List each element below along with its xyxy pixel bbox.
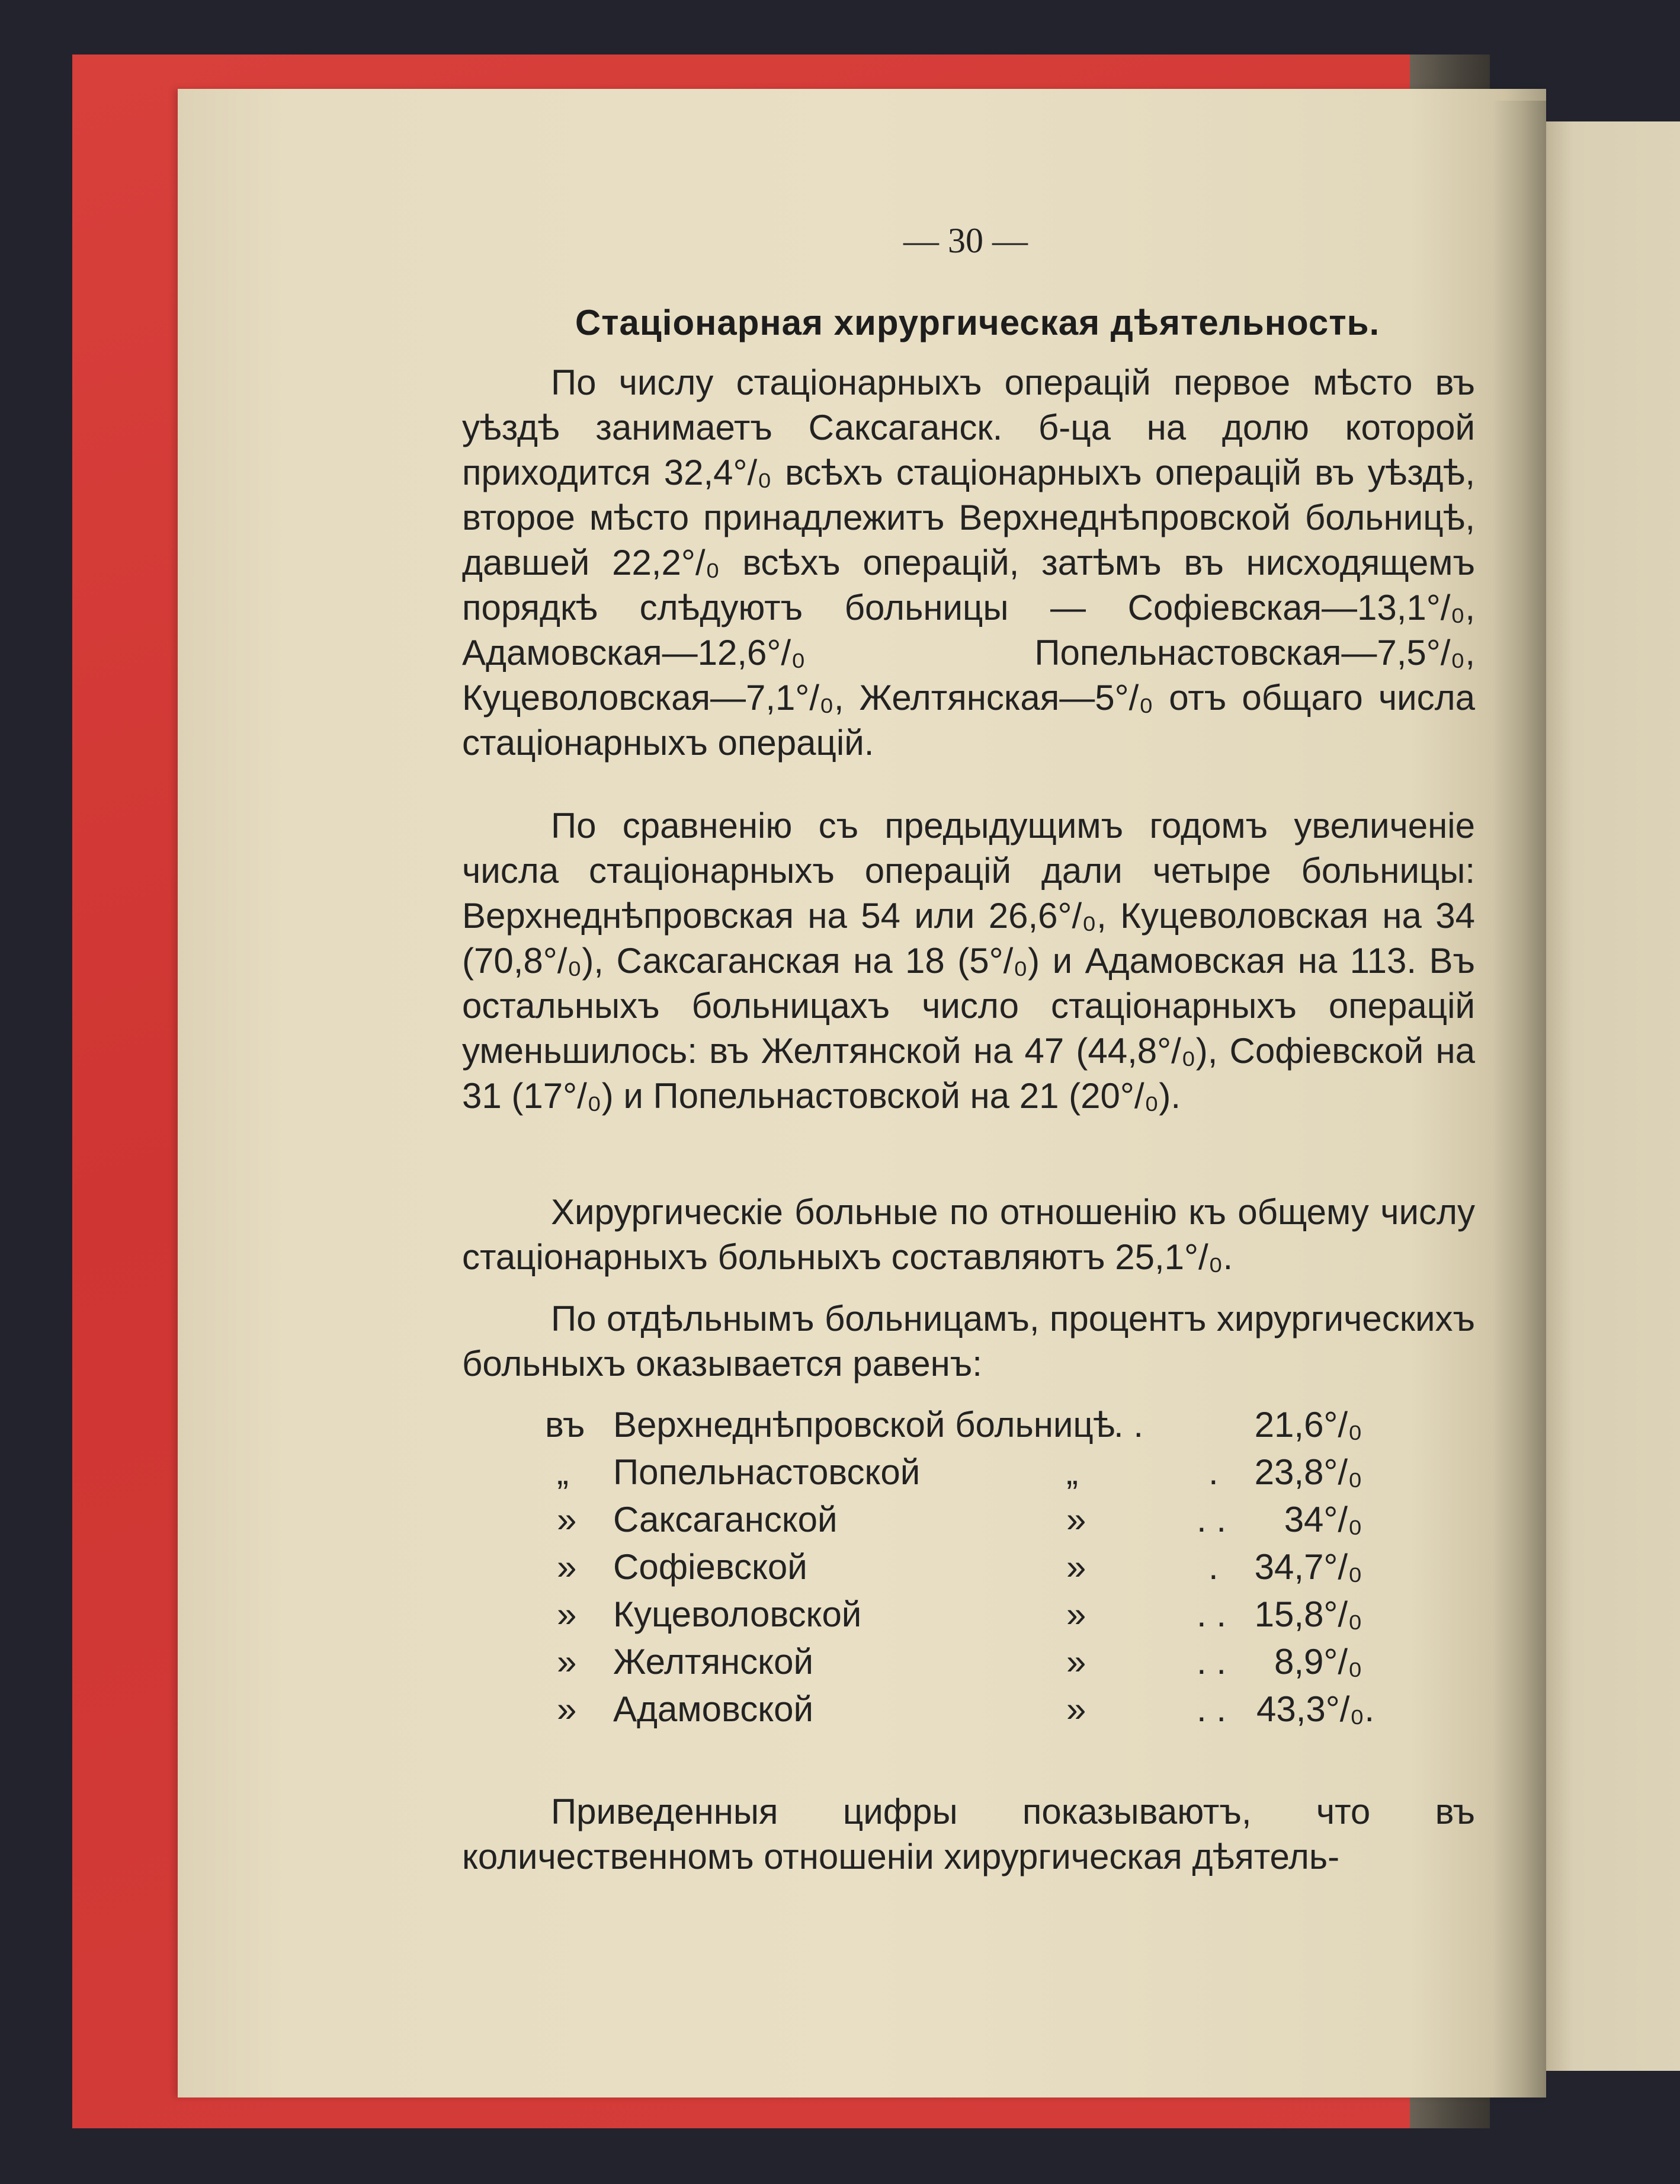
stats-row-kutsevolovsk (545, 1594, 1416, 1641)
stats-value: 8,9°/₀ (1274, 1642, 1362, 1682)
stats-hospital-name: Саксаганской (613, 1500, 838, 1539)
stats-ditto-mark: » (1066, 1500, 1086, 1539)
stats-row-popelnastovsk (545, 1452, 1416, 1499)
stats-prefix: » (557, 1500, 577, 1539)
section-heading: Стаціонарная хирургическая дѣятельность. (575, 303, 1380, 342)
paragraph-5: Приведенныя цифры показываютъ, что въ количественномъ отношеніи хирургическая дѣятель- (462, 1792, 1475, 1876)
stats-prefix: » (557, 1642, 577, 1682)
paragraph-3: Хирургическіе больные по отношенію къ общему числу стаціонарныхъ больныхъ составляютъ 25,1°/₀. (462, 1192, 1475, 1277)
stats-hospital-name: Желтянской (613, 1642, 813, 1682)
stats-hospital-name: Попельнастовской (613, 1452, 921, 1492)
stats-value: 34,7°/₀ (1254, 1547, 1362, 1587)
stats-hospital-name: Куцеволовской (613, 1594, 862, 1634)
stats-value: 23,8°/₀ (1254, 1452, 1362, 1492)
stats-dots: . . (1114, 1405, 1144, 1445)
adjacent-page (1534, 121, 1680, 2071)
stats-ditto-mark: » (1066, 1689, 1086, 1729)
stats-prefix: » (557, 1689, 577, 1729)
stats-dots: . . (1197, 1642, 1227, 1682)
stats-row-sofievsk (545, 1546, 1416, 1594)
stats-dots: . . (1197, 1500, 1227, 1539)
stats-value: 15,8°/₀ (1254, 1594, 1362, 1634)
stats-hospital-name: Верхнеднѣпровской больницѣ (613, 1405, 1115, 1445)
stats-hospital-name: Адамовской (613, 1689, 814, 1729)
stats-dots: . . (1197, 1689, 1227, 1729)
paragraph-4: По отдѣльнымъ больницамъ, процентъ хирургическихъ больныхъ оказывается равенъ: (462, 1299, 1475, 1384)
stats-row-saksagansk (545, 1499, 1416, 1546)
stats-prefix: » (557, 1547, 577, 1587)
stats-prefix: » (557, 1594, 577, 1634)
stats-row-adamovsk (545, 1689, 1416, 1736)
paragraph-1: По числу стаціонарныхъ операцій первое мѣсто въ уѣздѣ занимаетъ Саксаганск. б-ца на долю которой приходится 32,4°/₀ всѣхъ стаціонарныхъ операцій въ уѣздѣ, второе мѣсто принадлежитъ Верхнеднѣпровской больницѣ, давшей 22,2°/₀ всѣхъ операцій, затѣмъ въ нисходящемъ порядкѣ слѣдуютъ больницы — Софіевская—13,1°/₀, Адамовская—12,6°/₀ Попельнастовская—7,5°/₀, Куцеволовская—7,1°/₀, Желтянская—5°/₀ отъ общаго числа стаціонарныхъ операцій. (462, 363, 1475, 763)
stats-prefix: „ (557, 1452, 569, 1492)
stats-ditto-mark: „ (1066, 1452, 1078, 1492)
stats-ditto-mark: » (1066, 1547, 1086, 1587)
page-number: — 30 — (903, 221, 1028, 260)
stats-value: 21,6°/₀ (1254, 1405, 1362, 1445)
stats-ditto-mark: » (1066, 1642, 1086, 1682)
stats-hospital-name: Софіевской (613, 1547, 807, 1587)
stats-row-zheltyansk (545, 1641, 1416, 1689)
stats-dots: . (1208, 1452, 1219, 1492)
stats-dots: . (1208, 1547, 1219, 1587)
paragraph-2: По сравненію съ предыдущимъ годомъ увеличеніе числа стаціонарныхъ операцій дали четыре больницы: Верхнеднѣпровская на 54 или 26,6°/₀, Куцеволовская на 34 (70,8°/₀), Саксаганская на 18 (5°/₀) и Адамовская на 113. Въ остальныхъ больницахъ число стаціонарныхъ операцій уменьшилось: въ Желтянской на 47 (44,8°/₀), Софіевской на 31 (17°/₀) и Попельнастовской на 21 (20°/₀). (462, 806, 1475, 1116)
stats-row-verkhnedneprovsk (545, 1404, 1416, 1452)
stats-dots: . . (1197, 1594, 1227, 1634)
stats-value: 34°/₀ (1284, 1500, 1362, 1539)
stats-ditto-mark: » (1066, 1594, 1086, 1634)
page-gutter (1493, 101, 1546, 2097)
hospital-stats-table (545, 1404, 1416, 1736)
stats-prefix: въ (545, 1405, 585, 1445)
stats-value: 43,3°/₀. (1256, 1689, 1374, 1729)
